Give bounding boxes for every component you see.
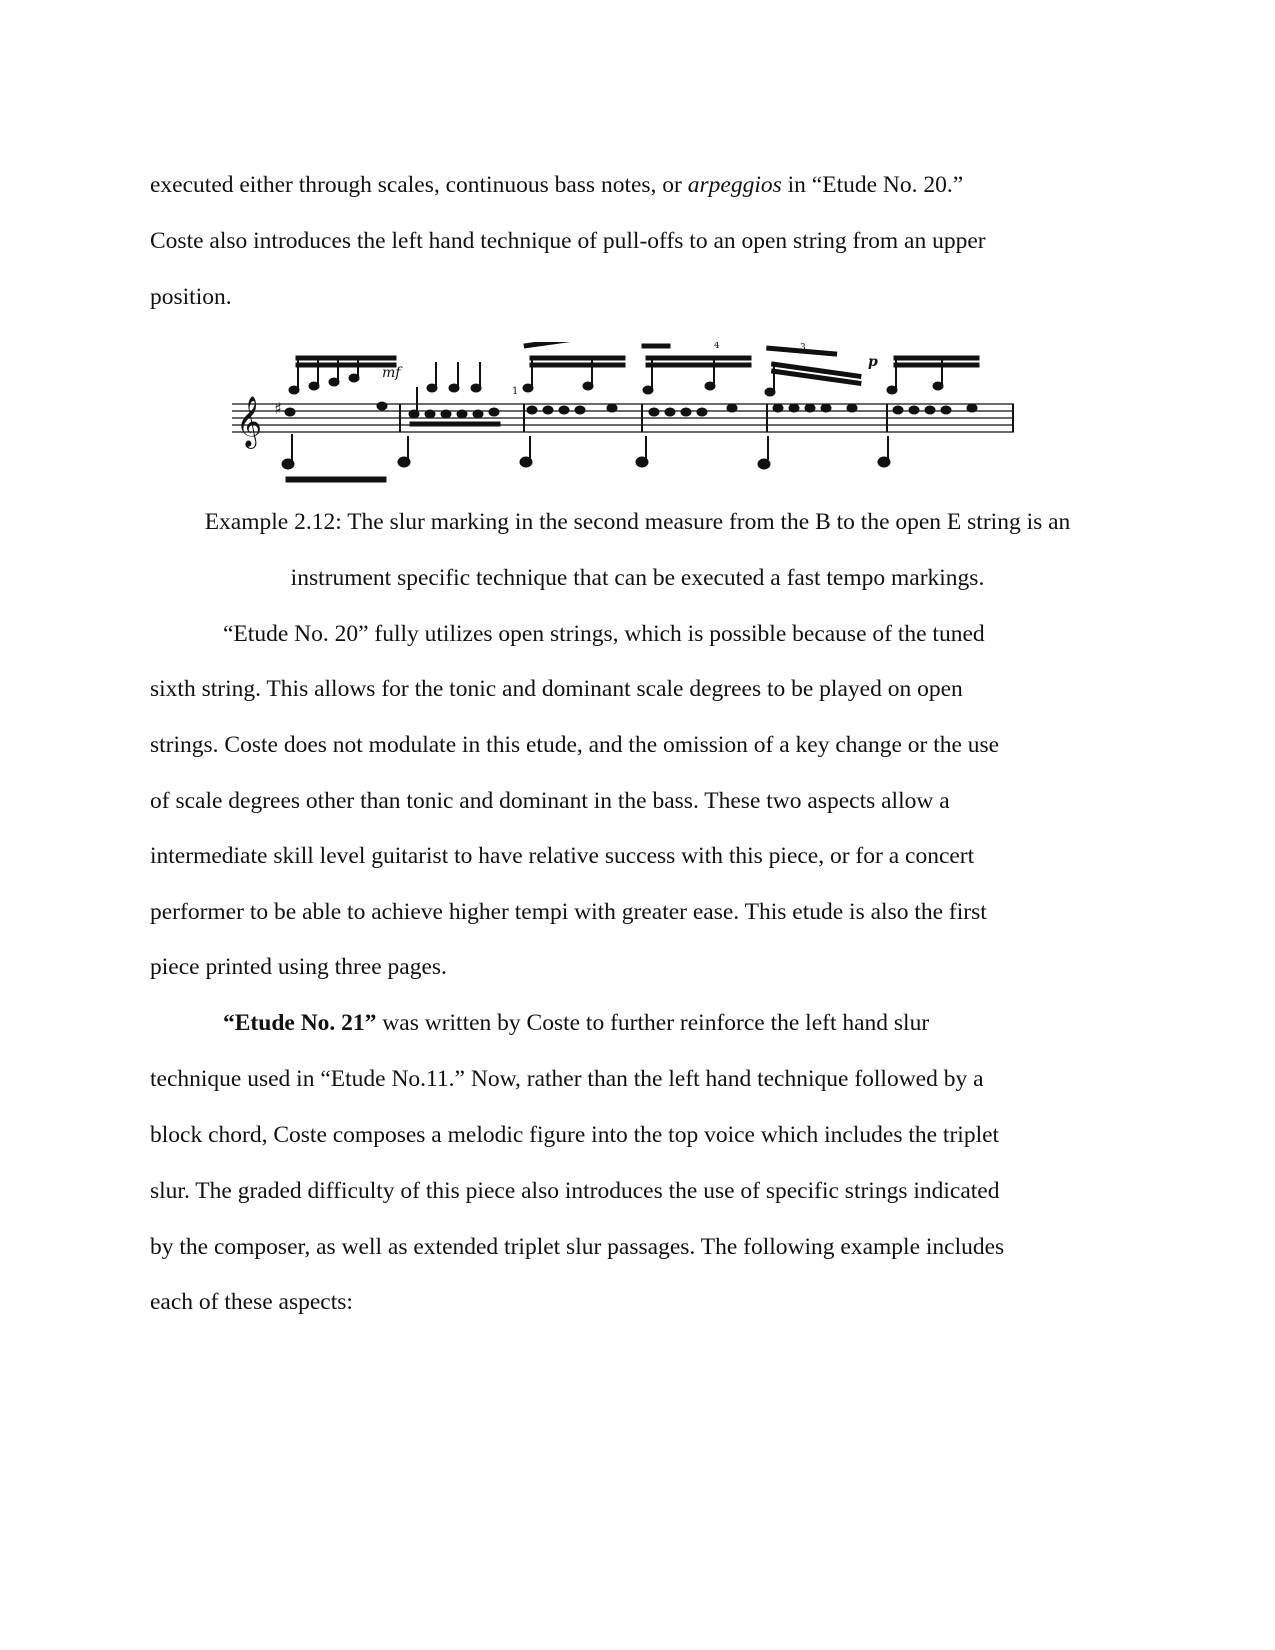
fingering-mark: 3 (800, 343, 806, 353)
paragraph2-line4: of scale degrees other than tonic and dominant in the bass. These two aspects allow a (150, 788, 950, 814)
paragraph1-line2: Coste also introduces the left hand technique of pull-offs to an open string from an upper (150, 228, 986, 254)
text-run: executed either through scales, continuous bass notes, or (150, 172, 688, 198)
paragraph2-line1: “Etude No. 20” fully utilizes open strings, which is possible because of the tuned (223, 621, 985, 647)
paragraph1-line3: position. (150, 284, 232, 310)
paragraph3-line1 (223, 1008, 929, 1038)
italic-term: arpeggios (687, 172, 782, 198)
bold-title: “Etude No. 21” (223, 1010, 377, 1036)
fingering-mark: 1 (512, 386, 519, 397)
paragraph2-line7: piece printed using three pages. (150, 954, 447, 980)
paragraph2-line6: performer to be able to achieve higher tempi with greater ease. This etude is also the first (150, 899, 987, 925)
paragraph3-line6: each of these aspects: (150, 1289, 353, 1315)
sharp-icon: ♯ (274, 399, 282, 418)
paragraph3-line3: block chord, Coste composes a melodic figure into the top voice which includes the triplet (150, 1122, 1000, 1148)
treble-clef-icon: 𝄞 (236, 396, 263, 447)
music-notation-example (232, 342, 1040, 502)
figure-caption-line2: instrument specific technique that can be executed a fast tempo markings. (290, 565, 985, 591)
fingering-mark: 4 (714, 342, 720, 351)
text-run: in “Etude No. 20.” (781, 172, 964, 198)
paragraph1-line1 (150, 170, 963, 200)
figure-caption-line1: Example 2.12: The slur marking in the second measure from the B to the open E string is an (204, 509, 1071, 535)
paragraph2-line3: strings. Coste does not modulate in this etude, and the omission of a key change or the use (150, 732, 1000, 758)
paragraph3-line2: technique used in “Etude No.11.” Now, rather than the left hand technique followed by a (150, 1066, 984, 1092)
paragraph2-line5: intermediate skill level guitarist to have relative success with this piece, or for a concert (150, 843, 975, 869)
dynamic-mark-mf: mf (382, 365, 401, 381)
paragraph3-line4: slur. The graded difficulty of this piece also introduces the use of specific strings indicated (150, 1178, 1000, 1204)
dynamic-mark-p: p (868, 354, 878, 370)
paragraph3-line5: by the composer, as well as extended triplet slur passages. The following example includes (150, 1234, 1005, 1260)
paragraph2-line2: sixth string. This allows for the tonic and dominant scale degrees to be played on open (150, 676, 963, 702)
text-run: was written by Coste to further reinforce the left hand slur (376, 1010, 930, 1036)
